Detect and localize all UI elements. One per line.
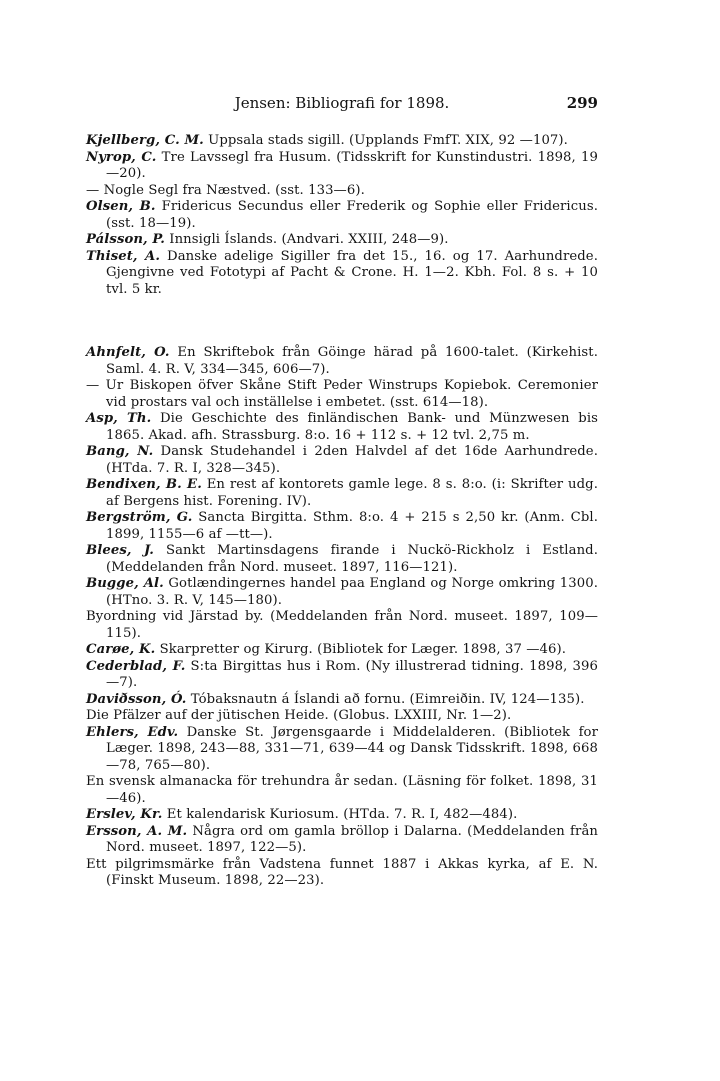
entry-text: Uppsala stads sigill. (Upplands FmfT. XIX, 92 —107). (203, 133, 568, 148)
entry-author: Erslev, Kr. (86, 807, 163, 822)
entry-text: Danske adelige Sigiller fra det 15., 16. og 17. Aarhundrede. Gjengivne ved Fototypi af Pacht & Crone. H. 1—2. Kbh. Fol. 8 s. + 10 tvl. 5 kr. (106, 248, 599, 297)
entry-author: Bang, N. (86, 444, 154, 459)
bibliography-entry (86, 642, 598, 659)
bibliography-entry (86, 824, 598, 857)
entry-author: Kjellberg, C. M. (86, 133, 204, 148)
entry-text: Sancta Birgitta. Sthm. 8:o. 4 + 215 s 2,50 kr. (Anm. Cbl. 1899, 1155—6 af —tt—). (106, 510, 598, 542)
entry-author: Olsen, B. (86, 199, 156, 214)
entry-text: Några ord om gamla bröllop i Dalarna. (Meddelanden från Nord. museet. 1897, 122—5). (106, 823, 598, 855)
entry-author: Asp, Th. (86, 411, 152, 426)
entry-author: Ehlers, Edv. (86, 724, 179, 740)
bibliography-entry (86, 232, 598, 249)
bibliography-entry (86, 774, 598, 807)
entry-author: Pálsson, P. (86, 232, 165, 247)
entry-text: En rest af kontorets gamle lege. 8 s. 8:o. (i: Skrifter udg. af Bergens hist. Forening. IV). (106, 477, 598, 509)
entry-text: — Ur Biskopen öfver Skåne Stift Peder Winstrups Kopiebok. Ceremonier vid prostars val och inställelse i embetet. (sst. 614—18). (86, 378, 598, 410)
bibliography-entry (86, 378, 598, 411)
header-title: Jensen: Bibliografi for 1898. (234, 94, 450, 112)
entry-text: Die Geschichte des finländischen Bank- und Münzwesen bis 1865. Akad. afh. Strassburg. 8:o. 16 + 112 s. + 12 tvl. 2,75 m. (106, 411, 598, 443)
entry-text: — Nogle Segl fra Næstved. (sst. 133—6). (86, 182, 365, 198)
entry-author: Carøe, K. (86, 642, 156, 657)
entry-text: Innsigli Íslands. (Andvari. XXIII, 248—9). (164, 232, 449, 247)
entry-text: Die Pfälzer auf der jütischen Heide. (Globus. LXXIII, Nr. 1—2). (86, 708, 512, 723)
bibliography-entry (86, 150, 598, 183)
bibliography-section-seals (86, 133, 598, 298)
bibliography-entry (86, 477, 598, 510)
entry-text: Fridericus Secundus eller Frederik og Sophie eller Fridericus. (sst. 18—19). (106, 199, 598, 231)
bibliography-entry (86, 249, 598, 299)
entry-text: Gotlændingernes handel paa England og Norge omkring 1300. (HTno. 3. R. V, 145—180). (106, 576, 598, 608)
bibliography-entry (86, 444, 598, 477)
bibliography-entry (86, 692, 598, 709)
entry-author: Thiset, A. (86, 248, 161, 264)
bibliography-section-history (86, 345, 598, 890)
entry-text: Danske St. Jørgensgaarde i Middelalderen. (Bibliotek for Læger. 1898, 243—88, 331—71, 639—44 og Dansk Tidsskrift. 1898, 668—78, 765—80). (106, 724, 598, 773)
bibliography-entry (86, 345, 598, 378)
entry-text: Sankt Martinsdagens firande i Nuckö-Rickholz i Estland. (Meddelanden från Nord. museet. 1897, 116—121). (106, 543, 598, 575)
entry-text: S:ta Birgittas hus i Rom. (Ny illustrerad tidning. 1898, 396—7). (106, 658, 598, 690)
bibliography-entry (86, 199, 598, 232)
bibliography-entry (86, 411, 598, 444)
bibliography-entry (86, 183, 598, 200)
bibliography-entry (86, 725, 598, 775)
bibliography-entry (86, 857, 598, 890)
entry-text: Dansk Studehandel i 2den Halvdel af det 16de Aarhundrede. (HTda. 7. R. I, 328—345). (106, 444, 598, 476)
bibliography-entry (86, 543, 598, 576)
entry-text: En svensk almanacka för trehundra år sedan. (Läsning för folket. 1898, 31—46). (86, 774, 598, 806)
entry-text: Ett pilgrimsmärke från Vadstena funnet 1887 i Akkas kyrka, af E. N. (Finskt Museum. 1898, 22—23). (86, 856, 598, 888)
running-header (86, 94, 598, 114)
entry-author: Bergström, G. (86, 510, 193, 525)
page-number: 299 (566, 94, 598, 112)
bibliography-entry (86, 510, 598, 543)
entry-author: Blees, J. (86, 543, 154, 558)
bibliography-entry (86, 576, 598, 609)
entry-author: Bendixen, B. E. (86, 477, 202, 492)
bibliography-entry (86, 807, 598, 824)
entry-author: Ahnfelt, O. (86, 345, 170, 360)
entry-author: Bugge, Al. (86, 576, 164, 591)
entry-author: Nyrop, C. (86, 149, 157, 165)
bibliography-entry (86, 708, 598, 725)
entry-text: Skarpretter og Kirurg. (Bibliotek for Læger. 1898, 37 —46). (155, 642, 567, 657)
bibliography-entry (86, 133, 598, 150)
entry-text: Tóbaksnautn á Íslandi að fornu. (Eimreiðin. IV, 124—135). (186, 691, 585, 707)
entry-author: Cederblad, F. (86, 658, 186, 674)
entry-text: Et kalendarisk Kuriosum. (HTda. 7. R. I, 482—484). (162, 807, 518, 822)
entry-author: Daviðsson, Ó. (86, 691, 187, 707)
entry-text: Byordning vid Järstad by. (Meddelanden från Nord. museet. 1897, 109—115). (86, 609, 598, 641)
entry-text: Tre Lavssegl fra Husum. (Tidsskrift for Kunstindustri. 1898, 19—20). (106, 149, 598, 181)
entry-text: En Skriftebok från Göinge härad på 1600-talet. (Kirkehist. Saml. 4. R. V, 334—345, 606—7). (106, 345, 598, 377)
bibliography-entry (86, 659, 598, 692)
entry-author: Ersson, A. M. (86, 823, 188, 839)
bibliography-entry (86, 609, 598, 642)
